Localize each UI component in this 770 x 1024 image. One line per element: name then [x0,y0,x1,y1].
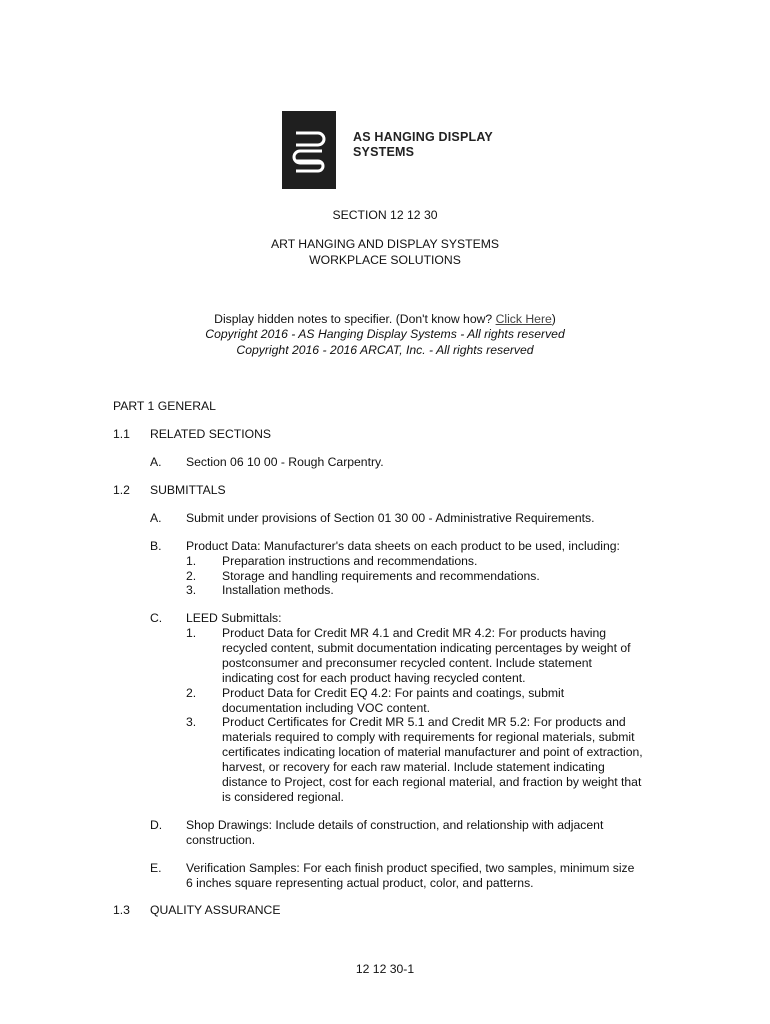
section-subtitle: WORKPLACE SOLUTIONS [309,253,461,267]
logo-mark-icon [282,111,336,189]
notes-suffix: ) [551,312,556,326]
subitem-text: Storage and handling requirements and recommendations. [222,569,540,583]
subitem-text [222,715,643,805]
text-line: materials required to comply with requirements for regional materials, submit [222,730,635,744]
subitem-number: 2. [186,569,197,583]
subitem-number: 1. [186,554,197,568]
section-1-3-number: 1.3 [113,903,130,917]
section-1-3-title: QUALITY ASSURANCE [150,903,281,917]
subitem-number: 1. [186,626,197,640]
copyright-as-hanging: Copyright 2016 - AS Hanging Display Systems - All rights reserved [205,327,565,341]
subitem-text: Installation methods. [222,583,334,597]
subitem-text [222,626,631,686]
text-line: recycled content, submit documentation indicating percentages by weight of [222,641,631,655]
text-line: 6 inches square representing actual product, color, and patterns. [186,876,534,890]
item-letter: E. [150,861,162,875]
text-line: indicating cost for each product having recycled content. [222,671,526,685]
text-line: documentation including VOC content. [222,701,430,715]
text-line: Product Data for Credit MR 4.1 and Credit MR 4.2: For products having [222,626,607,640]
subitem-text [222,686,564,716]
section-1-1-number: 1.1 [113,427,130,441]
part-heading: PART 1 GENERAL [113,399,216,413]
text-line: distance to Project, cost for each regional material, and fraction by weight that [222,775,642,789]
text-line: Shop Drawings: Include details of construction, and relationship with adjacent [186,818,604,832]
subitem-number: 2. [186,686,197,700]
text-line: postconsumer and preconsumer recycled content. Include statement [222,656,592,670]
logo-wordmark [353,130,493,159]
item-text: Product Data: Manufacturer's data sheets on each product to be used, including: [186,539,620,553]
text-line: Product Certificates for Credit MR 5.1 and Credit MR 5.2: For products and [222,715,626,729]
text-line: construction. [186,833,256,847]
text-line: Verification Samples: For each finish product specified, two samples, minimum size [186,861,635,875]
item-letter: B. [150,539,162,553]
subitem-number: 3. [186,715,197,729]
section-1-2-number: 1.2 [113,483,130,497]
item-letter: C. [150,611,163,625]
item-letter: D. [150,818,163,832]
item-text [186,818,603,848]
specifier-notes-line [0,312,770,326]
company-logo [282,111,336,189]
page-number: 12 12 30-1 [355,962,415,976]
notes-prefix: Display hidden notes to specifier. (Don't know how? [214,312,496,326]
text-line: harvest, or recovery for each raw material. Include statement indicating [222,760,605,774]
section-number: SECTION 12 12 30 [332,208,438,222]
section-title: ART HANGING AND DISPLAY SYSTEMS [270,237,499,251]
section-1-2-title: SUBMITTALS [150,483,226,497]
copyright-arcat: Copyright 2016 - 2016 ARCAT, Inc. - All rights reserved [236,343,534,357]
item-text: Submit under provisions of Section 01 30 00 - Administrative Requirements. [186,511,595,525]
subitem-number: 3. [186,583,197,597]
item-text [186,861,634,891]
item-letter: A. [150,511,162,525]
click-here-link[interactable]: Click Here [495,312,552,326]
text-line: Product Data for Credit EQ 4.2: For paints and coatings, submit [222,686,565,700]
item-text: Section 06 10 00 - Rough Carpentry. [186,455,384,469]
section-1-1-title: RELATED SECTIONS [150,427,271,441]
logo-line-2: SYSTEMS [353,144,415,159]
logo-line-1: AS HANGING DISPLAY [353,130,493,144]
text-line: certificates indicating location of material manufacturer and point of extraction, [222,745,643,759]
subitem-text: Preparation instructions and recommendations. [222,554,478,568]
item-letter: A. [150,455,162,469]
item-text: LEED Submittals: [186,611,282,625]
text-line: is considered regional. [222,790,344,804]
